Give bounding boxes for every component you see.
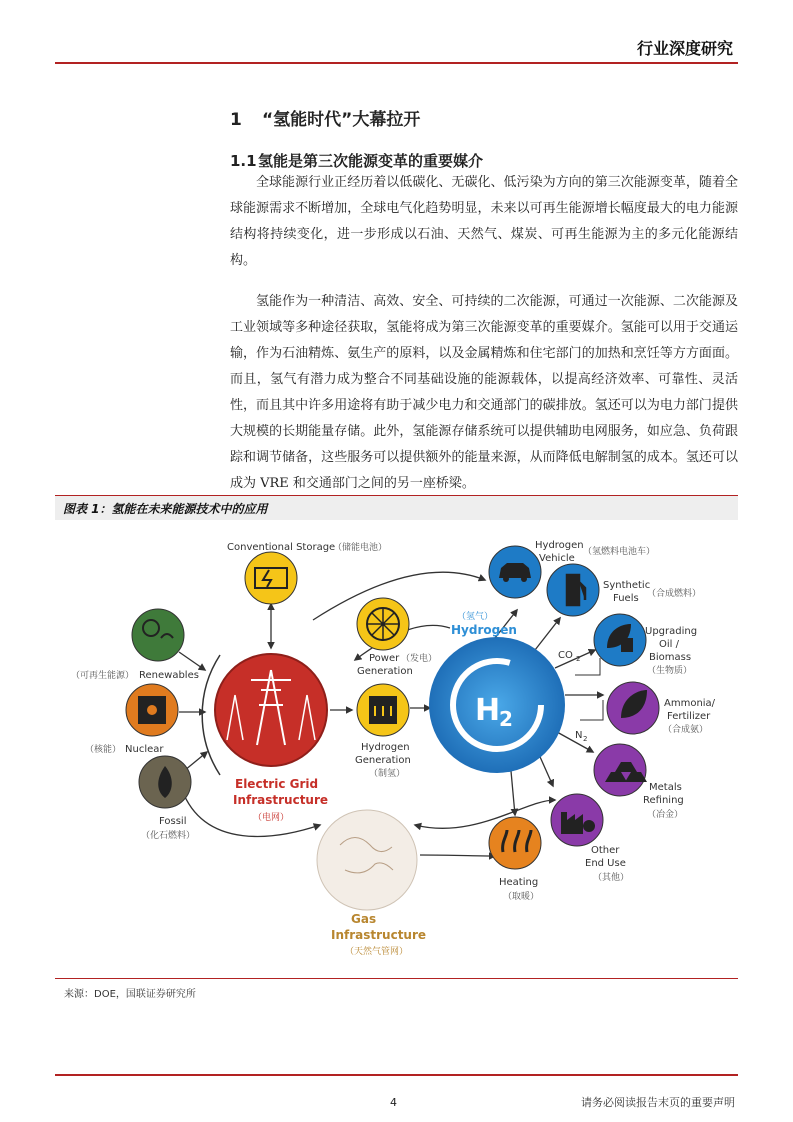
source-note: 来源：DOE，国联证券研究所 bbox=[64, 989, 196, 1000]
hgen-label-cn: （制氢） bbox=[369, 769, 406, 779]
paragraph-2: 氢能作为一种清洁、高效、安全、可持续的二次能源，可通过一次能源、二次能源及工业领域等多种途径获取，氢能将成为第三次能源变革的重要媒介。氢能可以用于交通运输，作为石油精炼、氨生产的原料，以及金属精炼和住宅部门的加热和烹饪等方方面面。而且，氢气有潜力成为整合不同基础设施的能源载体，以提高经济效率、可靠性、灵活性，而且其中许多用途将有助于减少电力和交通部门的碳排放。氢还可以为电力部门提供大规模的长期能量存储。此外，氢能源存储系统可以提供辅助电网服务，如应急、负荷跟踪和调节储备，这些服务可以提供额外的能量来源，从而降低电解制氢的成本。氢还可以成为 VRE 和交通部门之间的另一座桥梁。 bbox=[230, 294, 738, 491]
upgrade-label-3: Biomass bbox=[649, 652, 692, 663]
vehicle-label-1: Hydrogen bbox=[535, 540, 584, 551]
storage-label-cn: （储能电池） bbox=[333, 543, 388, 553]
arrow-gas-to-heating bbox=[420, 855, 495, 856]
footer-disclaimer: 请务必阅读报告末页的重要声明 bbox=[581, 1096, 735, 1109]
subsection-number: 1.1 bbox=[230, 152, 257, 170]
gas-label-2: Infrastructure bbox=[331, 928, 427, 942]
gas-label-1: Gas bbox=[351, 912, 377, 926]
nuclear-label: Nuclear bbox=[125, 744, 164, 755]
power-label-2: Generation bbox=[357, 666, 413, 677]
arrow-to-synthetic bbox=[535, 618, 560, 650]
storage-label: Conventional Storage bbox=[227, 542, 336, 553]
heating-label-cn: （取暖） bbox=[503, 892, 540, 902]
page-number: 4 bbox=[390, 1096, 397, 1109]
power-label-1: Power bbox=[369, 653, 400, 664]
co2-label: CO bbox=[558, 650, 573, 661]
header-rule bbox=[55, 62, 738, 64]
footer-rule bbox=[55, 1074, 738, 1076]
hgen-label-2: Generation bbox=[355, 755, 411, 766]
figure-bottom-rule bbox=[55, 978, 738, 979]
h2-symbol: H bbox=[475, 693, 501, 728]
hydrogen-application-diagram bbox=[55, 520, 738, 978]
paragraph-1: 全球能源行业正经历着以低碳化、无碳化、低污染为方向的第三次能源变革，随着全球能源需求不断增加，全球电气化趋势明显，未来以可再生能源增长幅度最大的电力能源结构将持续变化，进一步形成以石油、天然气、煤炭、可再生能源为主的多元化能源结构。 bbox=[230, 175, 738, 268]
fossil-label-cn: （化石燃料） bbox=[141, 831, 196, 841]
metals-label-cn: （冶金） bbox=[647, 810, 684, 820]
subsection-heading bbox=[230, 150, 483, 171]
metals-label-2: Refining bbox=[643, 795, 684, 806]
grid-label-1: Electric Grid bbox=[235, 777, 319, 791]
upgrade-label-1: Upgrading bbox=[645, 626, 698, 637]
grid-label-cn: （电网） bbox=[253, 813, 290, 823]
arrow-renewables-grid bbox=[179, 652, 205, 670]
renewables-icon bbox=[132, 609, 184, 661]
n2-label: N bbox=[575, 730, 583, 741]
other-label-cn: （其他） bbox=[593, 873, 630, 883]
section-heading bbox=[230, 105, 420, 130]
battery-icon bbox=[245, 552, 297, 604]
section-number: 1 bbox=[230, 110, 242, 130]
vehicle-label-cn: （氢燃料电池车） bbox=[583, 547, 656, 557]
grid-label-2: Infrastructure bbox=[233, 793, 329, 807]
arrow-gas-hydrogen bbox=[415, 800, 555, 828]
gas-label-cn: （天然气管网） bbox=[345, 947, 409, 957]
ammonia-label-cn: （合成氨） bbox=[663, 725, 709, 735]
power-label-cn: （发电） bbox=[401, 654, 438, 664]
vehicle-label-2: Vehicle bbox=[539, 553, 575, 564]
h2-subscript: 2 bbox=[499, 707, 513, 731]
renewables-label-cn: （可再生能源） bbox=[71, 671, 135, 681]
synth-label-2: Fuels bbox=[613, 593, 639, 604]
upgrade-label-cn: （生物质） bbox=[647, 666, 693, 676]
fossil-label: Fossil bbox=[159, 816, 187, 827]
figure-caption: 图表 1：氢能在未来能源技术中的应用 bbox=[63, 502, 268, 516]
synth-label-1: Synthetic bbox=[603, 580, 651, 591]
n2-branch bbox=[580, 700, 603, 720]
metals-label-1: Metals bbox=[649, 782, 682, 793]
gas-network-map bbox=[317, 810, 417, 910]
hgen-label-1: Hydrogen bbox=[361, 742, 410, 753]
hydrogen-label: Hydrogen bbox=[451, 623, 517, 637]
heating-label: Heating bbox=[499, 877, 539, 888]
co2-subscript: 2 bbox=[576, 655, 581, 663]
ammonia-label-1: Ammonia/ bbox=[664, 698, 716, 709]
nuclear-label-cn: （核能） bbox=[85, 745, 122, 755]
figure-caption-bar bbox=[55, 495, 738, 520]
other-label-2: End Use bbox=[585, 858, 626, 869]
header-tag: 行业深度研究 bbox=[636, 39, 733, 58]
subsection-title: 氢能是第三次能源变革的重要媒介 bbox=[258, 152, 484, 170]
n2-subscript: 2 bbox=[583, 735, 588, 743]
other-label-1: Other bbox=[591, 845, 620, 856]
synth-label-cn: （合成燃料） bbox=[647, 589, 702, 599]
upgrade-label-2: Oil / bbox=[659, 639, 679, 650]
hydrogen-label-cn: （氢气） bbox=[457, 612, 494, 622]
section-title: “氢能时代”大幕拉开 bbox=[262, 110, 421, 130]
ammonia-label-2: Fertilizer bbox=[667, 711, 711, 722]
renewables-label: Renewables bbox=[139, 670, 199, 681]
